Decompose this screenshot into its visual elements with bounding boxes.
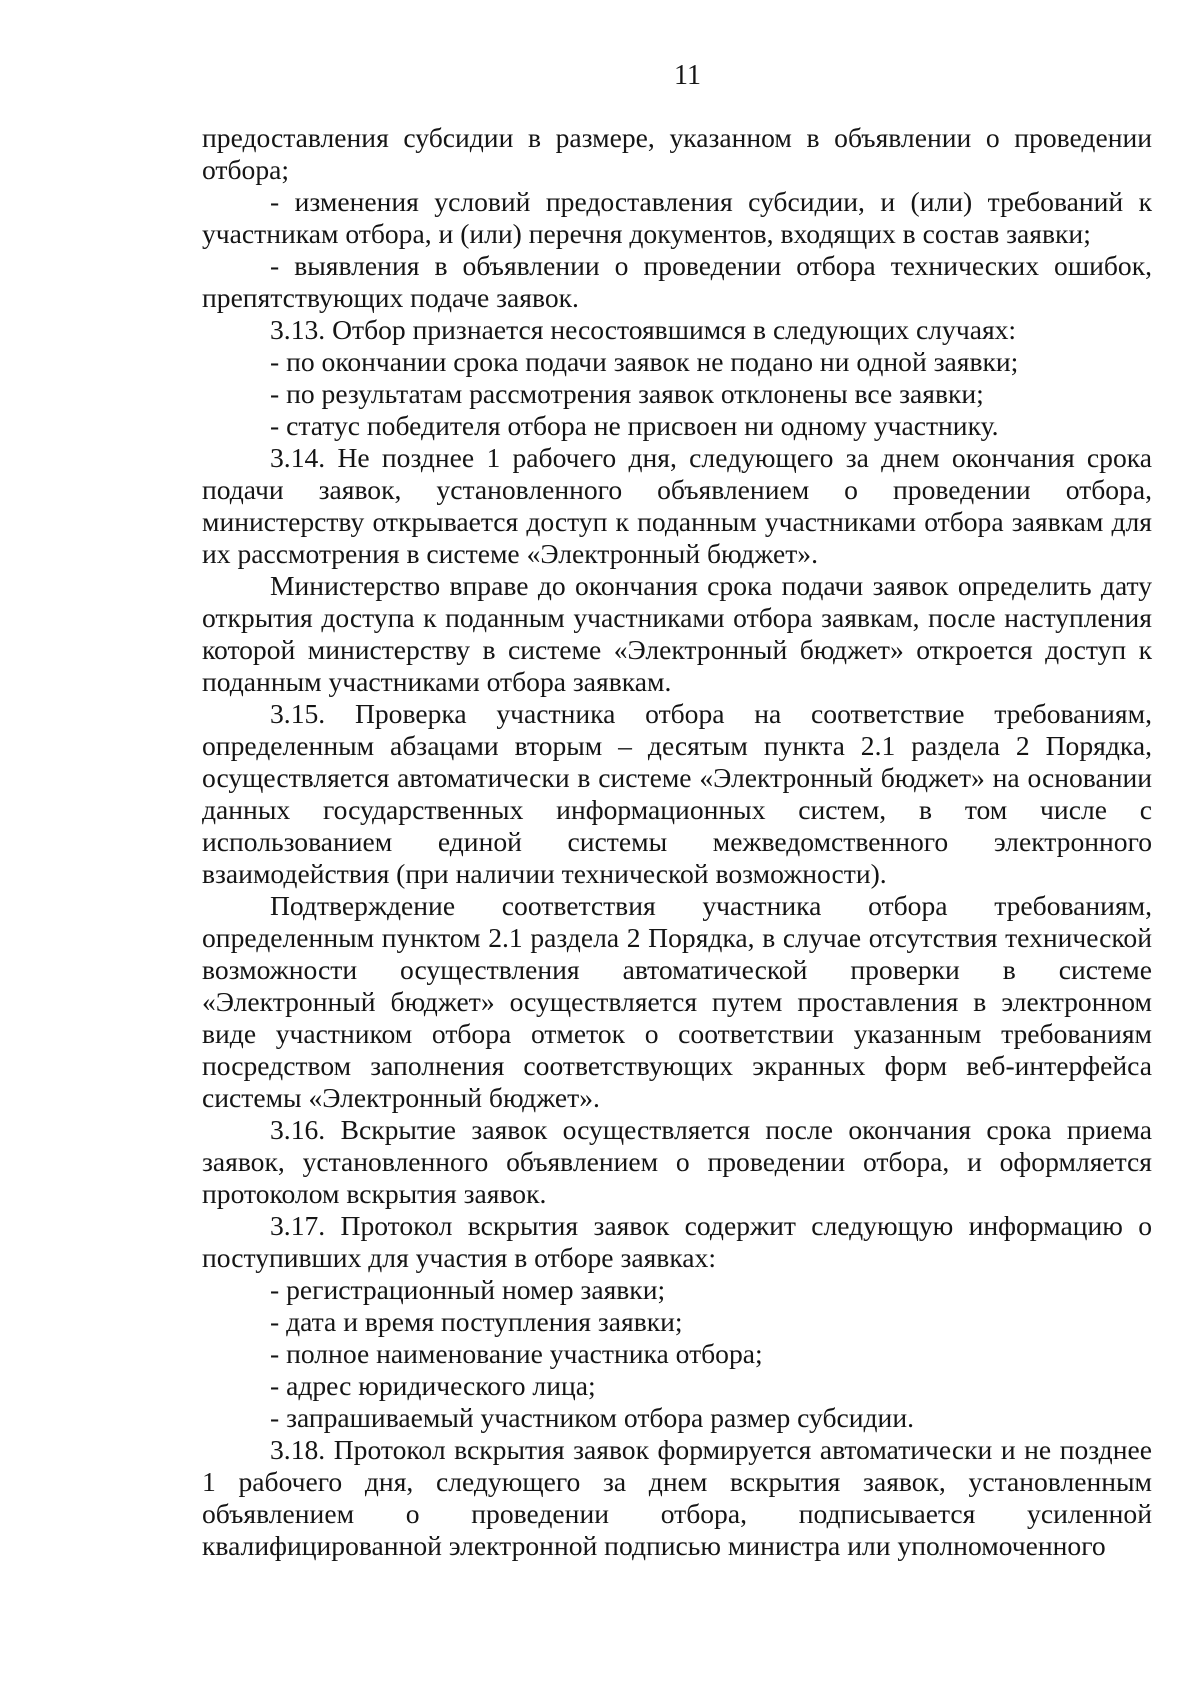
paragraph-ministry-access: Министерство вправе до окончания срока подачи заявок определить дату открытия доступа к поданным участниками отбора заявкам, после наступления которой министерству в системе «Электронный бюджет» откроется доступ к поданным участниками отбора заявкам. [202, 570, 1152, 697]
paragraph-confirmation: Подтверждение соответствия участника отбора требованиям, определенным пунктом 2.1 раздела 2 Порядка, в случае отсутствия технической возможности осуществления автоматической проверки в системе «Электронный бюджет» осуществляется путем проставления в электронном виде участником отбора отметок о соответствии указанным требованиям посредством заполнения соответствующих экранных форм веб-интерфейса системы «Электронный бюджет». [202, 890, 1152, 1113]
paragraph-clause-3-15: 3.15. Проверка участника отбора на соответствие требованиям, определенным абзацами вторым – десятым пункта 2.1 раздела 2 Порядка, осуществляется автоматически в системе «Электронный бюджет» на основании данных государственных информационных систем, в том числе с использованием единой системы межведомственного электронного взаимодействия (при наличии технической возможности). [202, 698, 1152, 889]
paragraph-list-item: - дата и время поступления заявки; [270, 1306, 683, 1337]
paragraph-continuation: предоставления субсидии в размере, указанном в объявлении о проведении отбора; [202, 122, 1152, 185]
paragraph-clause-3-14: 3.14. Не позднее 1 рабочего дня, следующего за днем окончания срока подачи заявок, установленного объявлением о проведении отбора, министерству открывается доступ к поданным участниками отбора заявкам для их рассмотрения в системе «Электронный бюджет». [202, 442, 1152, 569]
paragraph-list-item: - адрес юридического лица; [270, 1370, 596, 1401]
paragraph-list-item: - изменения условий предоставления субсидии, и (или) требований к участникам отбора, и (или) перечня документов, входящих в состав заявки; [202, 186, 1152, 249]
paragraph-clause-3-13: 3.13. Отбор признается несостоявшимся в следующих случаях: [270, 314, 1017, 345]
paragraph-list-item: - запрашиваемый участником отбора размер субсидии. [270, 1402, 914, 1433]
paragraph-list-item: - статус победителя отбора не присвоен ни одному участнику. [270, 410, 999, 441]
paragraph-clause-3-18: 3.18. Протокол вскрытия заявок формируется автоматически и не позднее 1 рабочего дня, следующего за днем вскрытия заявок, установленным объявлением о проведении отбора, подписывается усиленной квалифицированной электронной подписью министра или уполномоченного [202, 1434, 1152, 1561]
paragraph-clause-3-16: 3.16. Вскрытие заявок осуществляется после окончания срока приема заявок, установленного объявлением о проведении отбора, и оформляется протоколом вскрытия заявок. [202, 1114, 1152, 1209]
paragraph-clause-3-17: 3.17. Протокол вскрытия заявок содержит следующую информацию о поступивших для участия в отборе заявках: [202, 1210, 1152, 1273]
paragraph-list-item: - полное наименование участника отбора; [270, 1338, 763, 1369]
paragraph-list-item: - выявления в объявлении о проведении отбора технических ошибок, препятствующих подаче заявок. [202, 250, 1152, 313]
paragraph-list-item: - по результатам рассмотрения заявок отклонены все заявки; [270, 378, 984, 409]
paragraph-list-item: - по окончании срока подачи заявок не подано ни одной заявки; [270, 346, 1019, 377]
paragraph-list-item: - регистрационный номер заявки; [270, 1274, 666, 1305]
document-body [202, 122, 1152, 1562]
page-number: 11 [674, 60, 701, 91]
